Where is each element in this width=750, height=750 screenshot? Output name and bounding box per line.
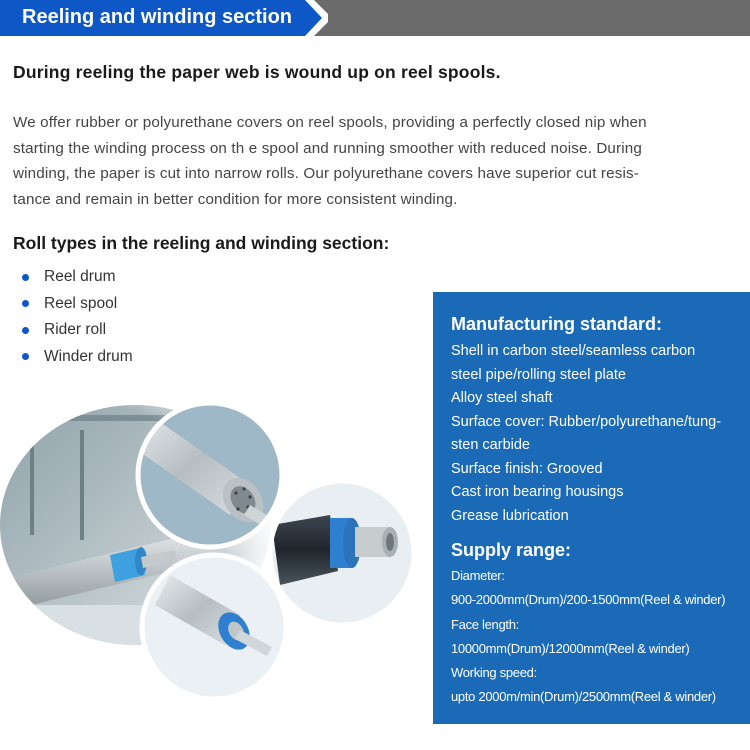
paragraph-line: starting the winding process on th e spool and running smoother with reduced noise. During xyxy=(13,139,642,157)
paragraph-line: winding, the paper is cut into narrow rolls. Our polyurethane covers have superior cut resis- xyxy=(13,165,639,182)
spec-line: steel pipe/rolling steel plate xyxy=(451,366,626,383)
roll-types-list xyxy=(22,264,133,370)
list-item xyxy=(22,264,133,291)
paragraph-line: tance and remain in better condition for more consistent winding. xyxy=(13,190,458,208)
supply-line: Working speed: xyxy=(451,665,537,681)
list-item-label: Reel spool xyxy=(44,294,118,312)
manufacturing-heading: Manufacturing standard: xyxy=(451,314,663,334)
description-paragraph xyxy=(13,110,743,212)
spec-line: Alloy steel shaft xyxy=(451,390,553,406)
supply-line: Face length: xyxy=(451,616,519,632)
supply-line: 900-2000mm(Drum)/200-1500mm(Reel & winder) xyxy=(451,592,726,608)
list-item xyxy=(22,291,133,318)
supply-line: Diameter: xyxy=(451,568,505,583)
list-item xyxy=(22,344,133,371)
specification-panel xyxy=(433,292,750,724)
bullet-icon xyxy=(22,353,29,360)
roll-photo-collage xyxy=(0,375,440,750)
list-item xyxy=(22,317,133,344)
paragraph-line: We offer rubber or polyurethane covers on reel spools, providing a perfectly closed nip when xyxy=(13,114,647,131)
bullet-icon xyxy=(22,274,29,281)
list-item-label: Reel drum xyxy=(44,268,116,286)
rider-roll-photo xyxy=(270,481,414,625)
spec-line: Surface finish: Grooved xyxy=(451,460,603,477)
roll-types-heading: Roll types in the reeling and winding section: xyxy=(13,233,390,253)
supply-heading: Supply range: xyxy=(451,540,572,560)
manufacturing-list xyxy=(451,340,750,528)
supply-line: upto 2000m/min(Drum)/2500mm(Reel & winder) xyxy=(451,689,716,705)
winder-drum-photo xyxy=(142,555,286,699)
supply-list xyxy=(451,564,750,710)
bullet-icon xyxy=(22,300,29,307)
list-item-label: Winder drum xyxy=(44,347,133,365)
bullet-icon xyxy=(22,327,29,334)
spec-line: Surface cover: Rubber/polyurethane/tung- xyxy=(451,413,722,430)
spec-line: Grease lubrication xyxy=(451,507,569,524)
spec-line: sten carbide xyxy=(451,437,530,453)
spec-line: Shell in carbon steel/seamless carbon xyxy=(451,343,696,359)
section-title: Reeling and winding section xyxy=(22,6,293,28)
list-item-label: Rider roll xyxy=(44,321,107,339)
lead-sentence: During reeling the paper web is wound up on reel spools. xyxy=(13,62,501,82)
spec-line: Cast iron bearing housings xyxy=(451,484,624,500)
supply-line: 10000mm(Drum)/12000mm(Reel & winder) xyxy=(451,640,690,656)
